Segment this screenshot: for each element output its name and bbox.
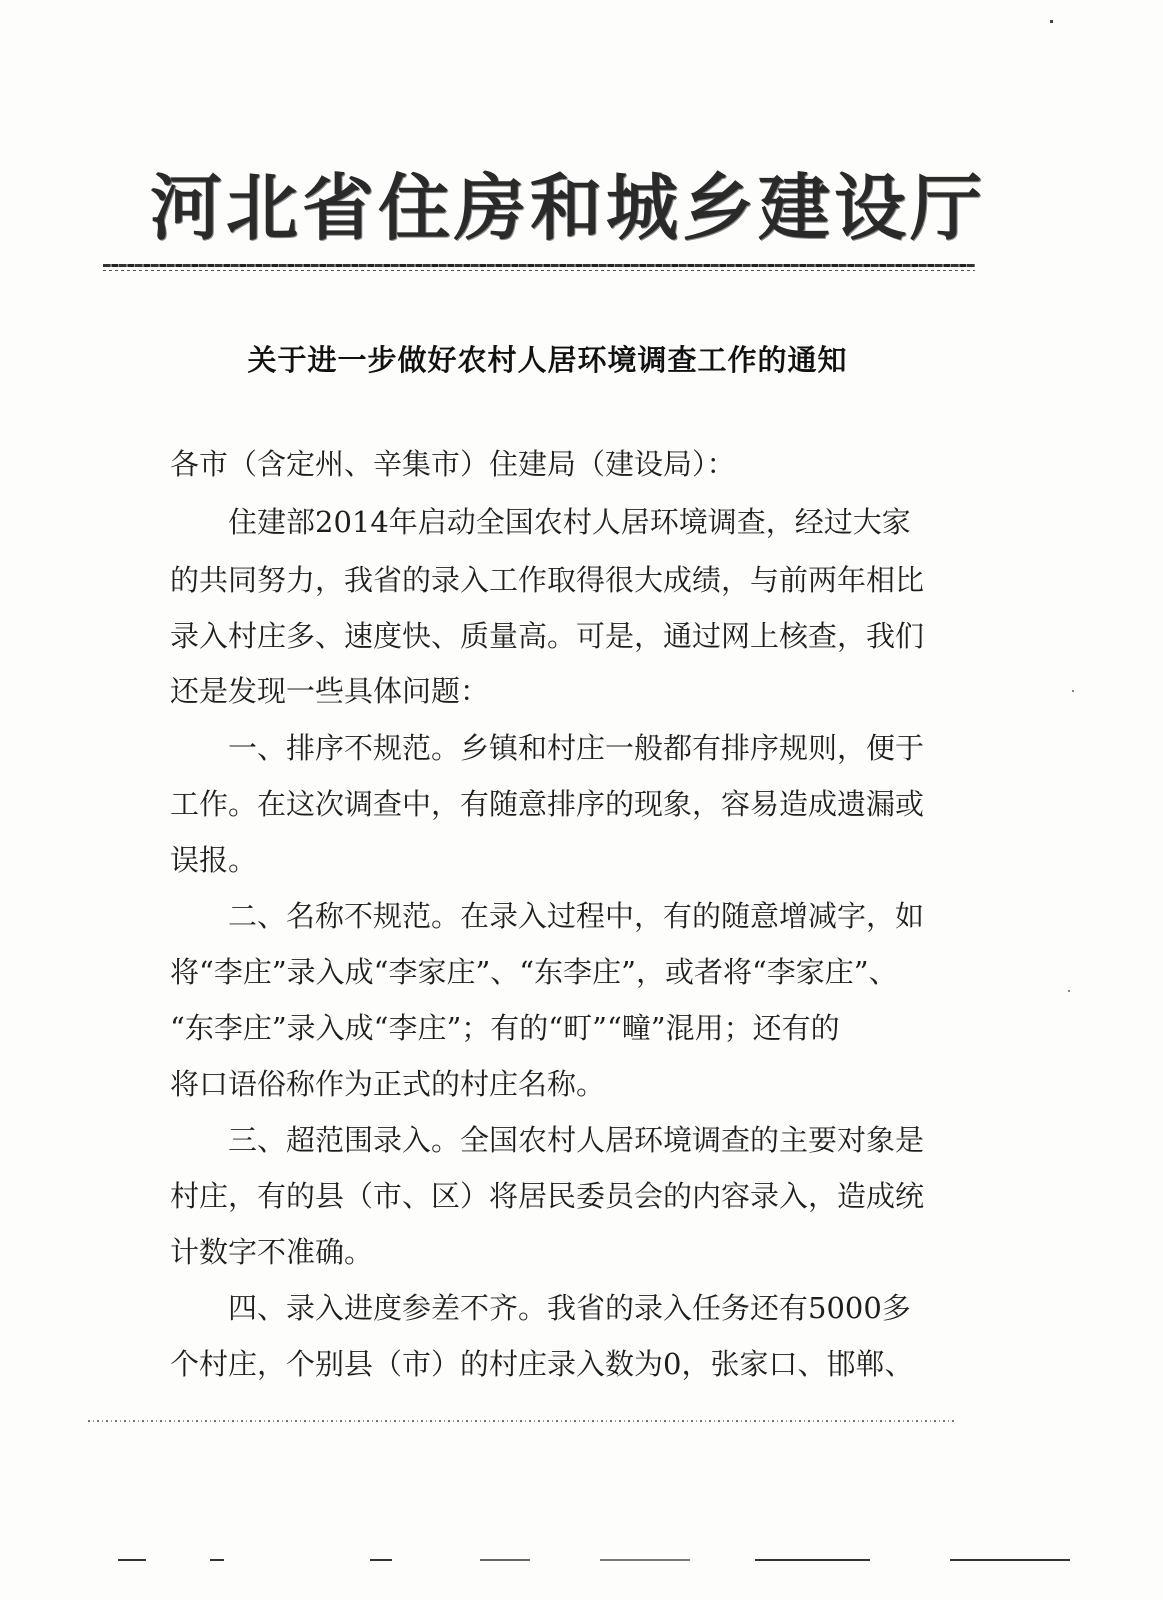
- paragraph-line: 将口语俗称作为正式的村庄名称。: [170, 1067, 606, 1101]
- scan-speck: [1050, 20, 1053, 23]
- scan-mark: [600, 1559, 690, 1561]
- scan-speck: [1072, 690, 1074, 692]
- paragraph-line: 还是发现一些具体问题：: [170, 674, 490, 708]
- scan-mark: [950, 1559, 1070, 1561]
- paragraph-line: 住建部2014年启动全国农村人居环境调查，经过大家: [228, 505, 911, 539]
- paragraph-line: 误报。: [170, 843, 258, 877]
- paragraph-line: 的共同努力，我省的录入工作取得很大成绩，与前两年相比: [170, 563, 925, 597]
- notice-title: 关于进一步做好农村人居环境调查工作的通知: [247, 343, 848, 377]
- scan-mark: [370, 1559, 392, 1561]
- scan-mark: [755, 1559, 870, 1561]
- scan-speck: [1068, 990, 1070, 992]
- paragraph-line: 将“李庄”录入成“李家庄”、“东李庄”，或者将“李家庄”、: [170, 955, 898, 989]
- letterhead-title: 河北省住房和城乡建设厅: [150, 165, 987, 250]
- letterhead-rule: [103, 264, 975, 267]
- salutation: 各市（含定州、辛集市）住建局（建设局）：: [170, 447, 736, 481]
- scan-mark: [118, 1559, 146, 1561]
- paragraph-line: 个村庄，个别县（市）的村庄录入数为0，张家口、邯郸、: [170, 1347, 914, 1381]
- paragraph-line: 录入村庄多、速度快、质量高。可是，通过网上核查，我们: [170, 619, 925, 653]
- scan-mark: [210, 1559, 224, 1561]
- paragraph-line: 二、名称不规范。在录入过程中，有的随意增减字，如: [228, 899, 925, 933]
- paragraph-line: 三、超范围录入。全国农村人居环境调查的主要对象是: [228, 1123, 925, 1157]
- paragraph-line: 一、排序不规范。乡镇和村庄一般都有排序规则，便于: [228, 731, 925, 765]
- paragraph-line: 四、录入进度参差不齐。我省的录入任务还有5000多: [228, 1291, 911, 1325]
- scan-mark: [480, 1559, 530, 1561]
- paragraph-line: “东李庄”录入成“李庄”；有的“町”“疃”混用；还有的: [170, 1011, 840, 1045]
- paragraph-line: 村庄，有的县（市、区）将居民委员会的内容录入，造成统: [170, 1179, 925, 1213]
- scan-rule-bottom: [88, 1420, 954, 1422]
- letterhead-rule-thin: [103, 270, 975, 271]
- paragraph-line: 计数字不准确。: [170, 1235, 374, 1269]
- paragraph-line: 工作。在这次调查中，有随意排序的现象，容易造成遗漏或: [170, 787, 925, 821]
